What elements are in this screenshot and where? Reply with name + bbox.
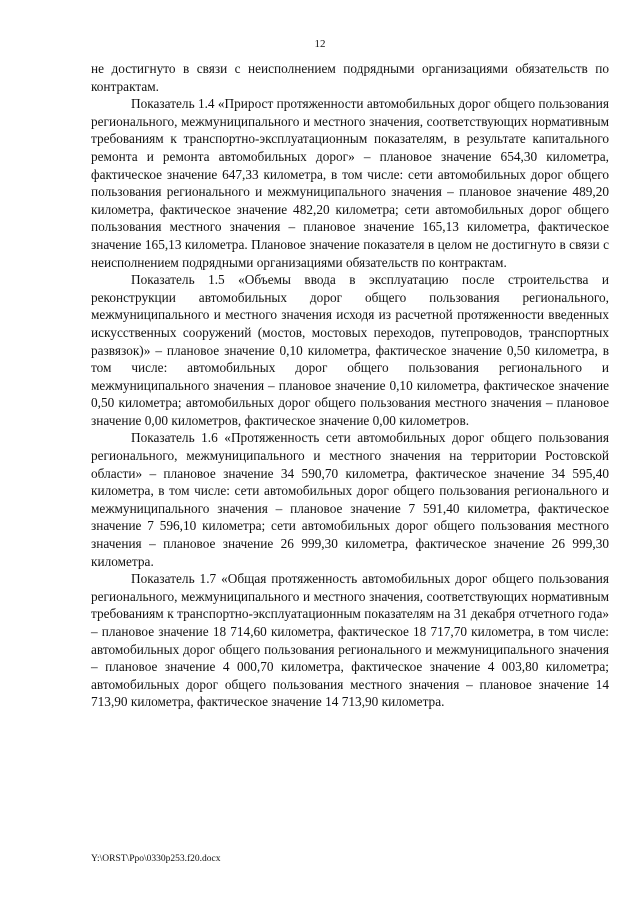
paragraph-indicator-1-7: Показатель 1.7 «Общая протяженность автомобильных дорог общего пользования регионального, межмуниципального и местного значения, соответствующих нормативным требованиям к транспортно-эксплуатационным показателям на 31 декабря отчетного года» – плановое значение 18 714,60 километра, фактическое 18 717,70 километра, в том числе: автомобильных дорог общего пользования регионального и межмуниципального значения – плановое значение 4 000,70 километра, фактическое значение 4 003,80 километра; автомобильных дорог общего пользования местного значения – плановое значение 14 713,90 километра, фактическое значение 14 713,90 километра.: [91, 571, 609, 710]
document-body: [91, 60, 609, 711]
paragraph-indicator-1-4: Показатель 1.4 «Прирост протяженности автомобильных дорог общего пользования регионального, межмуниципального и местного значения, соответствующих нормативным требованиям к транспортно-эксплуатационным показателям, в результате капитального ремонта и ремонта автомобильных дорог» – плановое значение 654,30 километра, фактическое значение 647,33 километра, в том числе: сети автомобильных дорог общего пользования регионального и межмуниципального значения – плановое значение 489,20 километра, фактическое значение 482,20 километра; сети автомобильных дорог общего пользования местного значения – плановое значение 165,13 километра, фактическое значение 165,13 километра. Плановое значение показателя в целом не достигнуто в связи с неисполнением подрядными организациями обязательств по контрактам.: [91, 96, 609, 270]
paragraph-continuation: не достигнуто в связи с неисполнением подрядными организациями обязательств по контрактам.: [91, 61, 609, 94]
footer-file-path: Y:\ORST\Ppo\0330p253.f20.docx: [91, 854, 221, 864]
paragraph-indicator-1-6: Показатель 1.6 «Протяженность сети автомобильных дорог общего пользования регионального, межмуниципального и местного значения на территории Ростовской области» – плановое значение 34 590,70 километра, фактическое значение 34 595,40 километра, в том числе: сети автомобильных дорог общего пользования регионального и межмуниципального значения – плановое значение 7 591,40 километра, фактическое значение 7 596,10 километра; сети автомобильных дорог общего пользования местного значения – плановое значение 26 999,30 километра, фактическое значение 26 999,30 километра.: [91, 430, 609, 569]
paragraph-indicator-1-5: Показатель 1.5 «Объемы ввода в эксплуатацию после строительства и реконструкции автомобильных дорог общего пользования регионального, межмуниципального и местного значения исходя из расчетной протяженности введенных искусственных сооружений (мостов, мостовых переходов, путепроводов, транспортных развязок)» – плановое значение 0,10 километра, фактическое значение 0,50 километра, в том числе: автомобильных дорог общего пользования регионального и межмуниципального значения – плановое значение 0,10 километра, фактическое значение 0,50 километра; автомобильных дорог общего пользования местного значения – плановое значение 0,00 километров, фактическое значение 0,00 километров.: [91, 272, 609, 428]
page-number: 12: [314, 38, 326, 50]
